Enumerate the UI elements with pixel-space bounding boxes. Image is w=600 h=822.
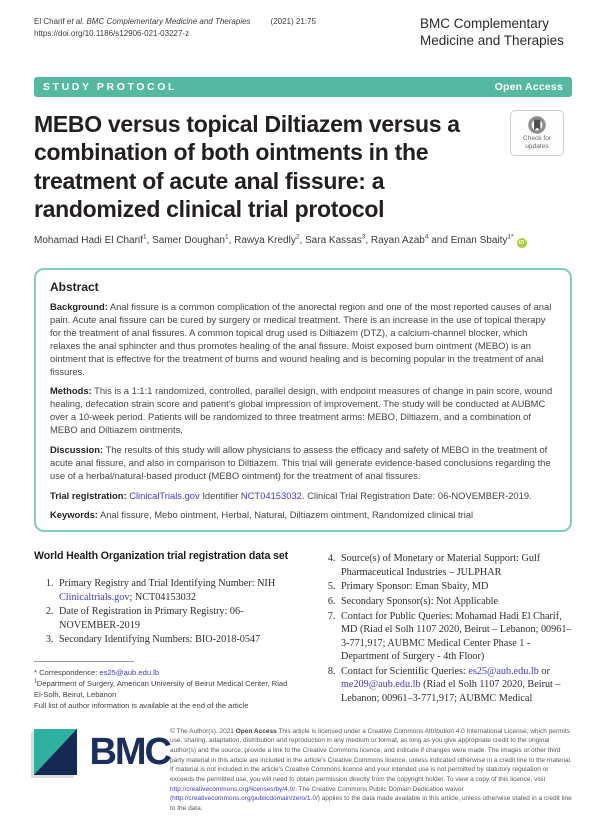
list-item: 8. Contact for Scientific Queries: es25@aub.edu.lb or me209@aub.edu.lb (Riad el Solh 1107 2020, Beirut – Lebanon; 00961–3-771,917; AUBMC Medical <box>338 665 572 706</box>
article-type-banner <box>34 77 572 97</box>
abstract-keywords: Keywords: Anal fissure, Mebo ointment, Herbal, Natural, Diltiazem ointment, Randomized clinical trial <box>50 509 474 521</box>
author-names: Mohamad Hadi El Charif$^1$, Samer Doughan$^1$, Rawya Kredly$^2$, Sara Kassas$^3$, Rayan Azab$^4$ and Eman Sbaity$^{1*}$ <box>34 233 514 247</box>
inline-link[interactable]: es25@aub.edu.lb <box>468 665 539 677</box>
check-for-updates-text: Check for updates <box>522 134 552 150</box>
page-header <box>34 16 572 50</box>
inline-link[interactable]: http://creativecommons.org/licenses/by/4.0/ <box>170 785 296 793</box>
list-item: 7. Contact for Public Queries: Mohamad Hadi El Charif, MD (Riad el Solh 1107 2020, Beirut – Lebanon; 00961–3-771,917; AUBMC Medical Center Phase 1 - Department of Surgery - 4th Floor) <box>338 610 572 664</box>
abstract-heading: Abstract <box>50 280 99 295</box>
copyright-notice: © The Author(s). 2021 Open Access This article is licensed under a Creative Commons Attribution 4.0 International License, which permits use, sharing, adaptation, distribution and reproduction in any medium or format, as long as you give appropriate credit to the original author(s) and the source, provide a link to the Creative Commons licence, and indicate if changes were made. The images or other third party material in this article are included in the article's Creative Commons licence, unless indicated otherwise in a credit line to the material. If material is not included in the article's Creative Commons licence and your intended use is not permitted by statutory regulation or exceeds the permitted use, you will need to obtain permission directly from the copyright holder. To view a copy of this licence, visit http://creativecommons.org/licenses/by/4.0/. The Creative Commons Public Domain Dedication waiver (http://creativecommons.org/publicdomain/zero/1.0/) applies to the data made available in this article, unless otherwise stated in a credit line to the data. <box>170 727 572 812</box>
inline-link[interactable]: ClinicalTrials.gov <box>129 489 200 501</box>
page-footer <box>34 727 572 813</box>
who-section-heading: World Health Organization trial registration data set <box>34 550 289 563</box>
article-type-label: STUDY PROTOCOL <box>43 80 178 93</box>
abstract-background: Background: Anal fissure is a common complication of the anorectal region and one of the most reported causes of anal pain. Acute anal fissure can be cured by surgery or medical treatment. There is an increase in the use of topical therapy for the treatment of anal fissures. A common topical drug used is Diltiazem (DTZ), a calcium-channel blocker, which relaxes the anal sphincter and thus promotes healing of the anal fissure. Moist exposed burn ointment (MEBO) is an ointment that is effective for the treatment of burns and wound healing and is becoming popular in the treatment of anal fissures. <box>50 301 552 377</box>
page-title: MEBO versus topical Diltiazem versus a combination of both ointments in the treatment of acute anal fissure: a randomized clinical trial protocol <box>34 110 460 223</box>
citation-issue: (2021) 21:75 <box>270 17 316 26</box>
list-item: 4. Source(s) of Monetary or Material Support: Gulf Pharmaceutical Industries – JULPHAR <box>338 552 572 579</box>
journal-name: BMC Complementary Medicine and Therapies <box>420 16 564 48</box>
affiliation-note: $^1$Department of Surgery, American University of Beirut Medical Center, Riad El-Solh, Beirut, Lebanon <box>34 678 288 699</box>
inline-link[interactable]: Clinicaltrials.gov <box>59 591 130 603</box>
list-item: 3. Secondary Identifying Numbers: BIO-2018-0547 <box>56 633 296 647</box>
left-column <box>34 550 296 711</box>
list-item: 5. Primary Sponsor: Eman Sbaity, MD <box>338 580 572 594</box>
orcid-icon[interactable]: iD <box>517 238 527 248</box>
author-list <box>34 234 572 248</box>
footnote-block <box>34 661 296 711</box>
citation-text: El Charif et al. BMC Complementary Medicine and Therapies <box>34 17 251 26</box>
footnote-divider <box>34 661 134 662</box>
citation-block <box>34 16 316 40</box>
abstract-methods: Methods: This is a 1:1:1 randomized, controlled, parallel design, with endpoint measures of change in pain score, wound healing, defecation strain score and patient’s global impression of improvement. The study will be conducted at AUBMC over a 10-week period. Patients will be randomized to three treatment arms: MEBO, Diltiazem, and a combination of MEBO and Diltiazem ointments. <box>50 385 553 436</box>
bmc-logo <box>34 729 170 775</box>
abstract-trial-registration: Trial registration: ClinicalTrials.gov Identifier NCT04153032. Clinical Trial Registration Date: 06-NOVEMBER-2019. <box>50 489 532 501</box>
abstract-section <box>34 268 572 532</box>
correspondence-note: * Correspondence: es25@aub.edu.lb <box>34 667 160 677</box>
list-item: 6. Secondary Sponsor(s): Not Applicable <box>338 595 572 609</box>
open-access-label: Open Access <box>494 80 563 93</box>
inline-link[interactable]: es25@aub.edu.lb <box>99 667 160 677</box>
right-column <box>316 550 572 711</box>
inline-link[interactable]: http://creativecommons.org/publicdomain/zero/1.0/ <box>172 795 318 803</box>
who-list-left <box>34 577 296 647</box>
list-item: 2. Date of Registration in Primary Registry: 06-NOVEMBER-2019 <box>56 605 296 632</box>
bmc-logo-text: BMC <box>89 730 170 773</box>
bmc-logo-icon <box>34 729 77 775</box>
who-list-right <box>316 552 572 705</box>
body-columns <box>34 550 572 711</box>
check-for-updates-badge[interactable] <box>510 110 564 156</box>
check-for-updates-icon <box>527 115 547 135</box>
inline-link[interactable]: me209@aub.edu.lb <box>341 679 421 691</box>
abstract-discussion: Discussion: The results of this study will allow physicians to assess the efficacy and safety of MEBO in the treatment of acute anal fissure, and also in comparison to Diltiazem. This trial will generate evidence-based conclusions regarding the use of a herbal/natural-based product (MEBO ointment) for the treatment of anal fissures. <box>50 443 551 481</box>
inline-link[interactable]: NCT04153032 <box>240 489 302 501</box>
author-info-note: Full list of author information is available at the end of the article <box>34 700 249 710</box>
doi-link[interactable]: https://doi.org/10.1186/s12906-021-03227-z <box>34 29 190 38</box>
list-item: 1. Primary Registry and Trial Identifying Number: NIH Clinicaltrials.gov; NCT04153032 <box>56 577 296 604</box>
